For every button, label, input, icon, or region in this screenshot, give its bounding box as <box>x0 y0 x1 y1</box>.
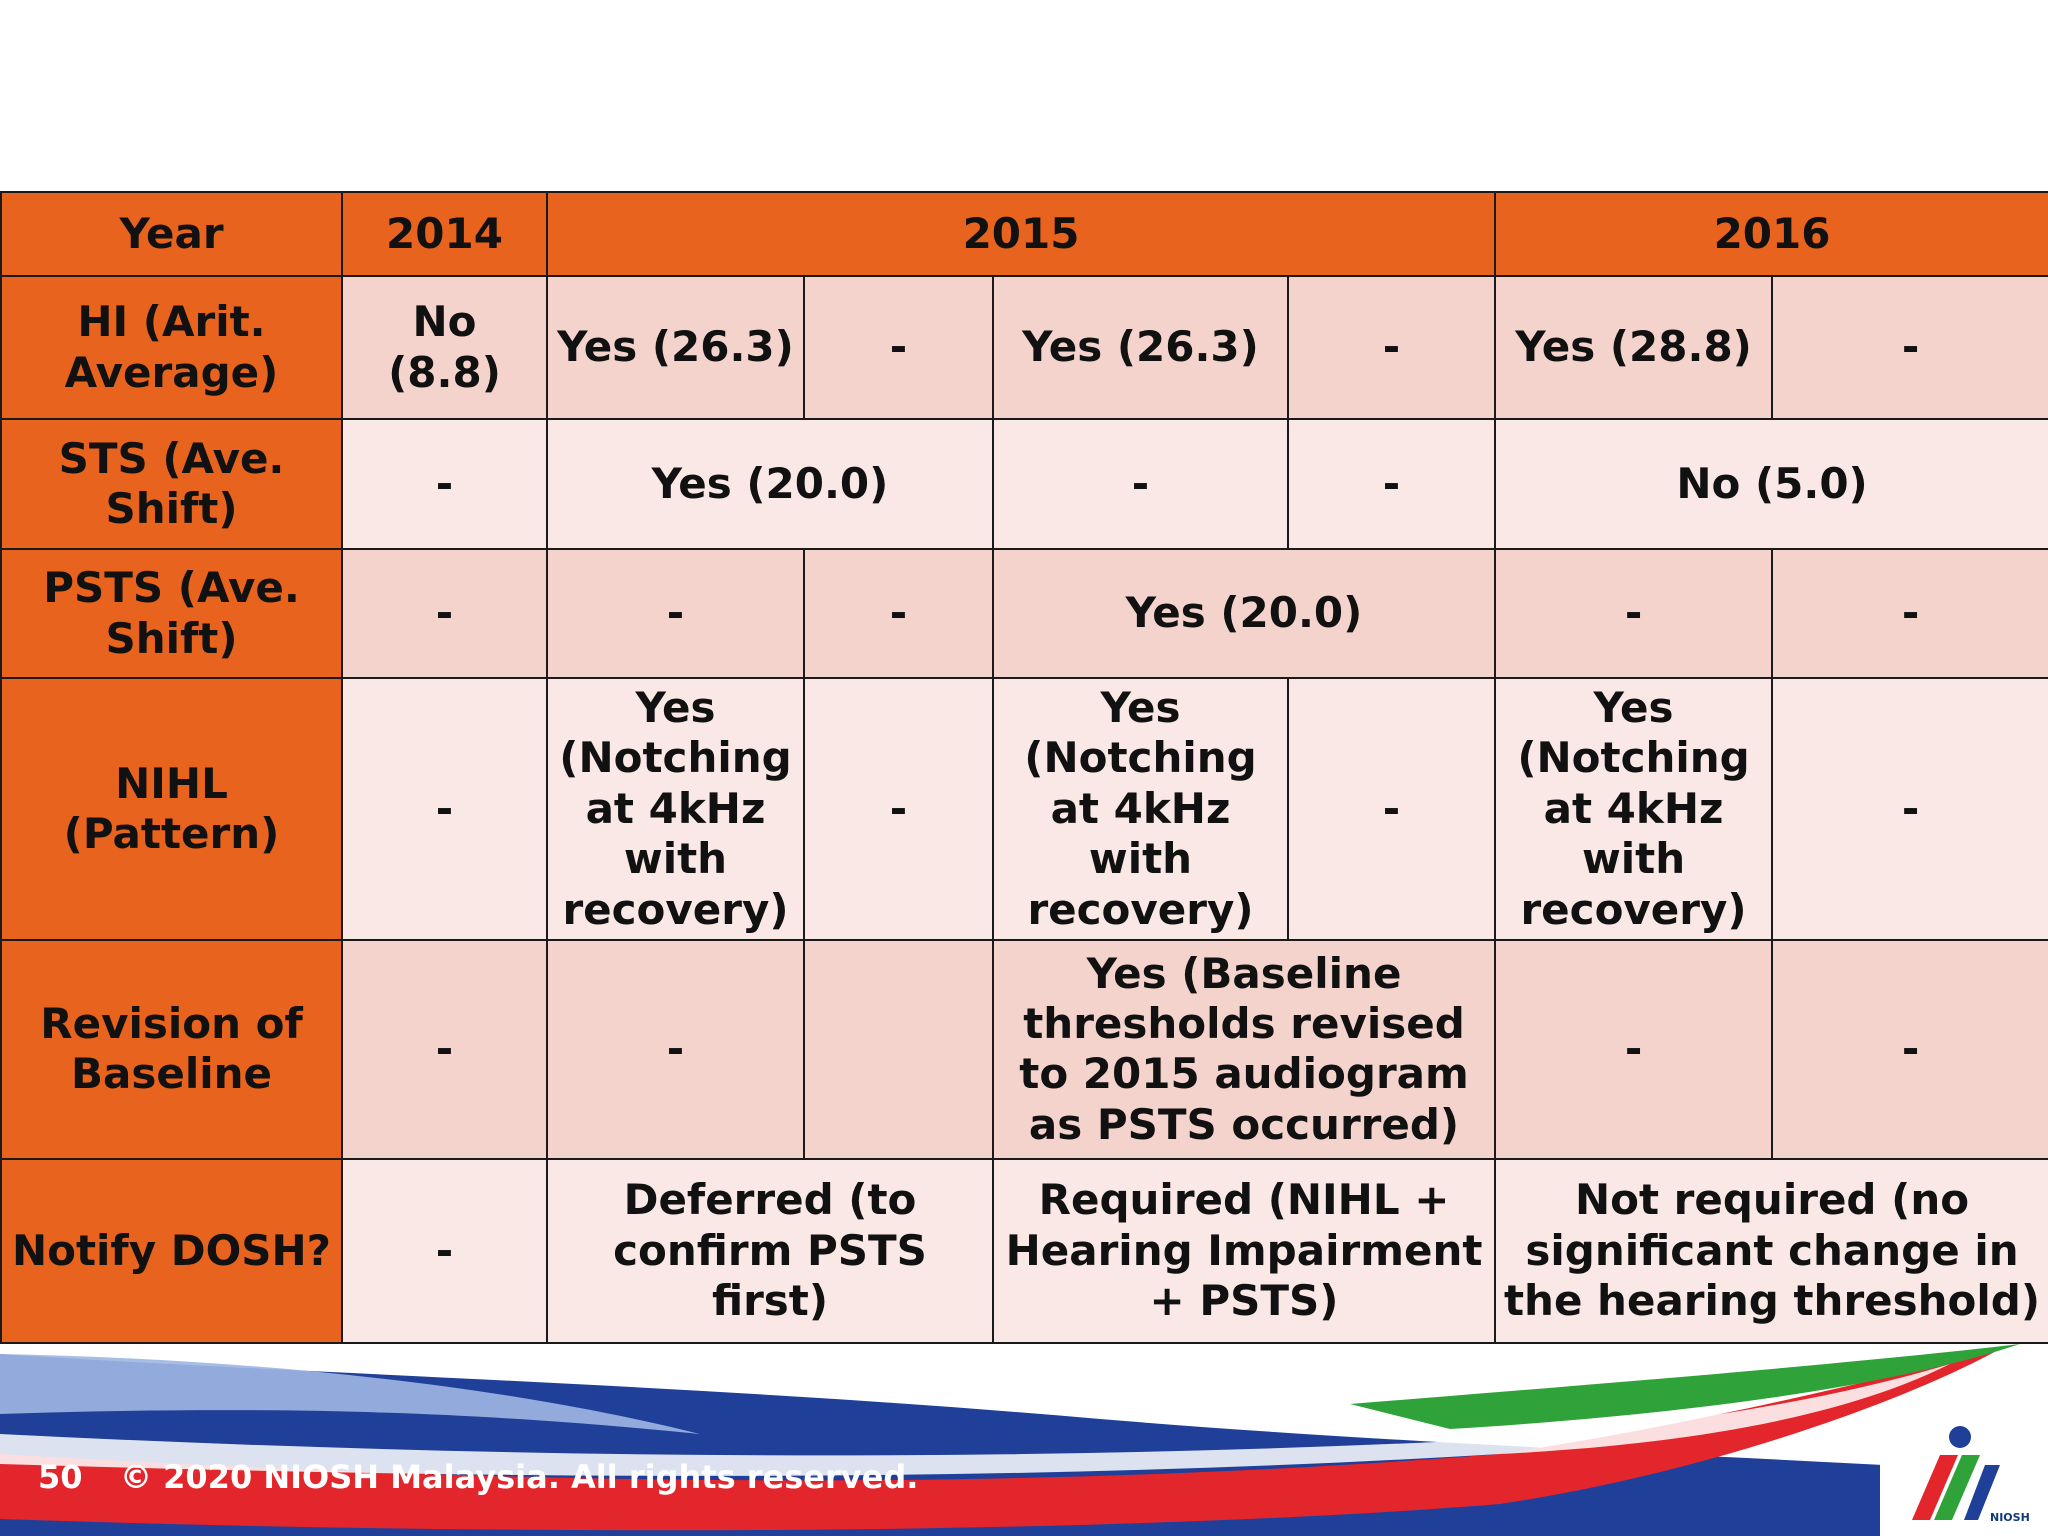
logo-label: NIOSH <box>1990 1511 2030 1524</box>
row-hi <box>1 276 2048 419</box>
logo-head <box>1949 1426 1971 1448</box>
cell-notify-2016: Not required (no significant change in the hearing threshold) <box>1495 1159 2048 1343</box>
cell-psts-2014: - <box>342 549 547 678</box>
cell-nihl-2014: - <box>342 678 547 940</box>
cell-sts-2015c: - <box>993 419 1288 549</box>
cell-nihl-2015b: - <box>804 678 993 940</box>
row-label-sts: STS (Ave. Shift) <box>1 419 342 549</box>
row-label-notify: Notify DOSH? <box>1 1159 342 1343</box>
cell-nihl-2015a: Yes (Notching at 4kHz with recovery) <box>547 678 804 940</box>
cell-notify-2015ab: Deferred (to confirm PSTS first) <box>547 1159 993 1343</box>
cell-psts-2016b: - <box>1772 549 2048 678</box>
cell-sts-2015d: - <box>1288 419 1495 549</box>
cell-hi-2016b: - <box>1772 276 2048 419</box>
cell-psts-2015a: - <box>547 549 804 678</box>
cell-revision-2015a: - <box>547 940 804 1159</box>
year-2014-header: 2014 <box>342 192 547 276</box>
cell-hi-2015c: Yes (26.3) <box>993 276 1288 419</box>
cell-notify-2014: - <box>342 1159 547 1343</box>
cell-revision-2016a: - <box>1495 940 1772 1159</box>
cell-notify-2015cd: Required (NIHL + Hearing Impairment + PSTS) <box>993 1159 1495 1343</box>
hearing-conservation-table <box>0 191 2048 1344</box>
row-nihl <box>1 678 2048 940</box>
row-revision <box>1 940 2048 1159</box>
cell-hi-2016a: Yes (28.8) <box>1495 276 1772 419</box>
cell-nihl-2015d: - <box>1288 678 1495 940</box>
year-header: Year <box>1 192 342 276</box>
cell-hi-2015b: - <box>804 276 993 419</box>
cell-sts-2016: No (5.0) <box>1495 419 2048 549</box>
cell-hi-2014: No (8.8) <box>342 276 547 419</box>
row-sts <box>1 419 2048 549</box>
row-label-psts: PSTS (Ave. Shift) <box>1 549 342 678</box>
cell-hi-2015d: - <box>1288 276 1495 419</box>
cell-nihl-2016b: - <box>1772 678 2048 940</box>
cell-sts-2014: - <box>342 419 547 549</box>
cell-psts-2016a: - <box>1495 549 1772 678</box>
cell-sts-2015ab: Yes (20.0) <box>547 419 993 549</box>
footer-swoosh-banner <box>0 1344 2048 1536</box>
year-2016-header: 2016 <box>1495 192 2048 276</box>
cell-psts-2015cd: Yes (20.0) <box>993 549 1495 678</box>
cell-revision-2015cd: Yes (Baseline thresholds revised to 2015 audiogram as PSTS occurred) <box>993 940 1495 1159</box>
cell-revision-2014: - <box>342 940 547 1159</box>
cell-psts-2015b: - <box>804 549 993 678</box>
row-notify <box>1 1159 2048 1343</box>
row-label-revision: Revision of Baseline <box>1 940 342 1159</box>
copyright-text: © 2020 NIOSH Malaysia. All rights reserved. <box>120 1458 919 1496</box>
niosh-logo-icon <box>1890 1425 2030 1530</box>
cell-nihl-2015c: Yes (Notching at 4kHz with recovery) <box>993 678 1288 940</box>
cell-nihl-2016a: Yes (Notching at 4kHz with recovery) <box>1495 678 1772 940</box>
row-label-hi: HI (Arit. Average) <box>1 276 342 419</box>
header-row <box>1 192 2048 276</box>
cell-revision-2016b: - <box>1772 940 2048 1159</box>
row-psts <box>1 549 2048 678</box>
cell-revision-2015b <box>804 940 993 1159</box>
row-label-nihl: NIHL (Pattern) <box>1 678 342 940</box>
year-2015-header: 2015 <box>547 192 1495 276</box>
cell-hi-2015a: Yes (26.3) <box>547 276 804 419</box>
page-number: 50 <box>38 1458 83 1496</box>
